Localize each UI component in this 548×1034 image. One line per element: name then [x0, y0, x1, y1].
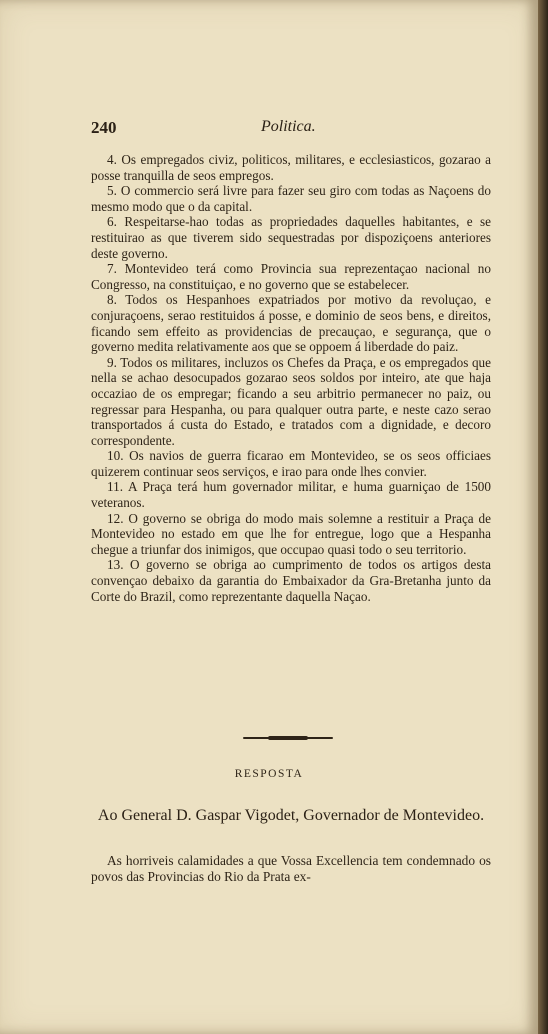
reply-opening: As horriveis calamidades a que Vossa Excellencia tem condemnado os povos das Provincias do Rio da Prata ex-: [91, 853, 491, 884]
article-10: 10. Os navios de guerra ficarao em Montevideo, se os seos officiaes quizerem continuar seos serviços, e irao para onde lhes convier.: [91, 448, 491, 479]
article-7: 7. Montevideo terá como Provincia sua reprezentaçao nacional no Congresso, na constituiçao, e no governo que se estabelecer.: [91, 261, 491, 292]
convention-articles: [91, 152, 491, 604]
article-12: 12. O governo se obriga do modo mais solemne a restituir a Praça de Montevideo no estado em que lhe for entregue, logo que a Hespanha chegue a triunfar dos inimigos, que occupao quasi todo o seu territorio.: [91, 510, 491, 557]
page-number: 240: [91, 118, 117, 137]
article-13: 13. O governo se obriga ao cumprimento de todos os artigos desta convençao debaixo da garantia do Embaixador da Gra-Bretanha junto da Corte do Brazil, como reprezentante daquella Naçao.: [91, 557, 491, 604]
page-header: [91, 118, 491, 138]
reply-letter: [91, 853, 491, 885]
reply-address: Ao General D. Gaspar Vigodet, Governador de Montevideo.: [97, 807, 485, 824]
page-edge: [538, 0, 548, 1034]
section-divider: [243, 737, 333, 739]
article-9: 9. Todos os militares, incluzos os Chefes da Praça, e os empregados que nella se achao desocupados gozarao seos soldos por inteiro, ate que haja occaziao de os empregar; ficando a seu arbitrio permanecer no paiz, ou regressar para Hespanha, ou para qualquer outra parte, e neste cazo serao transportados á custa do Estado, e tratados com a dignidade, e decoro correspondente.: [91, 354, 491, 448]
article-5: 5. O commercio será livre para fazer seu giro com todas as Naçoens do mesmo modo que o da capital.: [91, 183, 491, 214]
article-8: 8. Todos os Hespanhoes expatriados por motivo da revoluçao, e conjuraçoens, serao restituidos á posse, e dominio de seos bens, e direitos, ficando sem effeito as providencias de precauçao, e segurança, que o governo medita relativamente aos que se oppoem á liberdade do paiz.: [91, 292, 491, 355]
article-4: 4. Os empregados civiz, politicos, militares, e ecclesiasticos, gozarao a posse tranquilla de seos empregos.: [91, 152, 491, 183]
reply-heading: RESPOSTA: [234, 768, 304, 780]
article-6: 6. Respeitarse-hao todas as propriedades daquelles habitantes, e se restituirao as que tiverem sido sequestradas por dispoziçoens anteriores deste governo.: [91, 214, 491, 261]
article-11: 11. A Praça terá hum governador militar, e huma guarniçao de 1500 veteranos.: [91, 479, 491, 511]
running-title: Politica.: [261, 118, 316, 135]
